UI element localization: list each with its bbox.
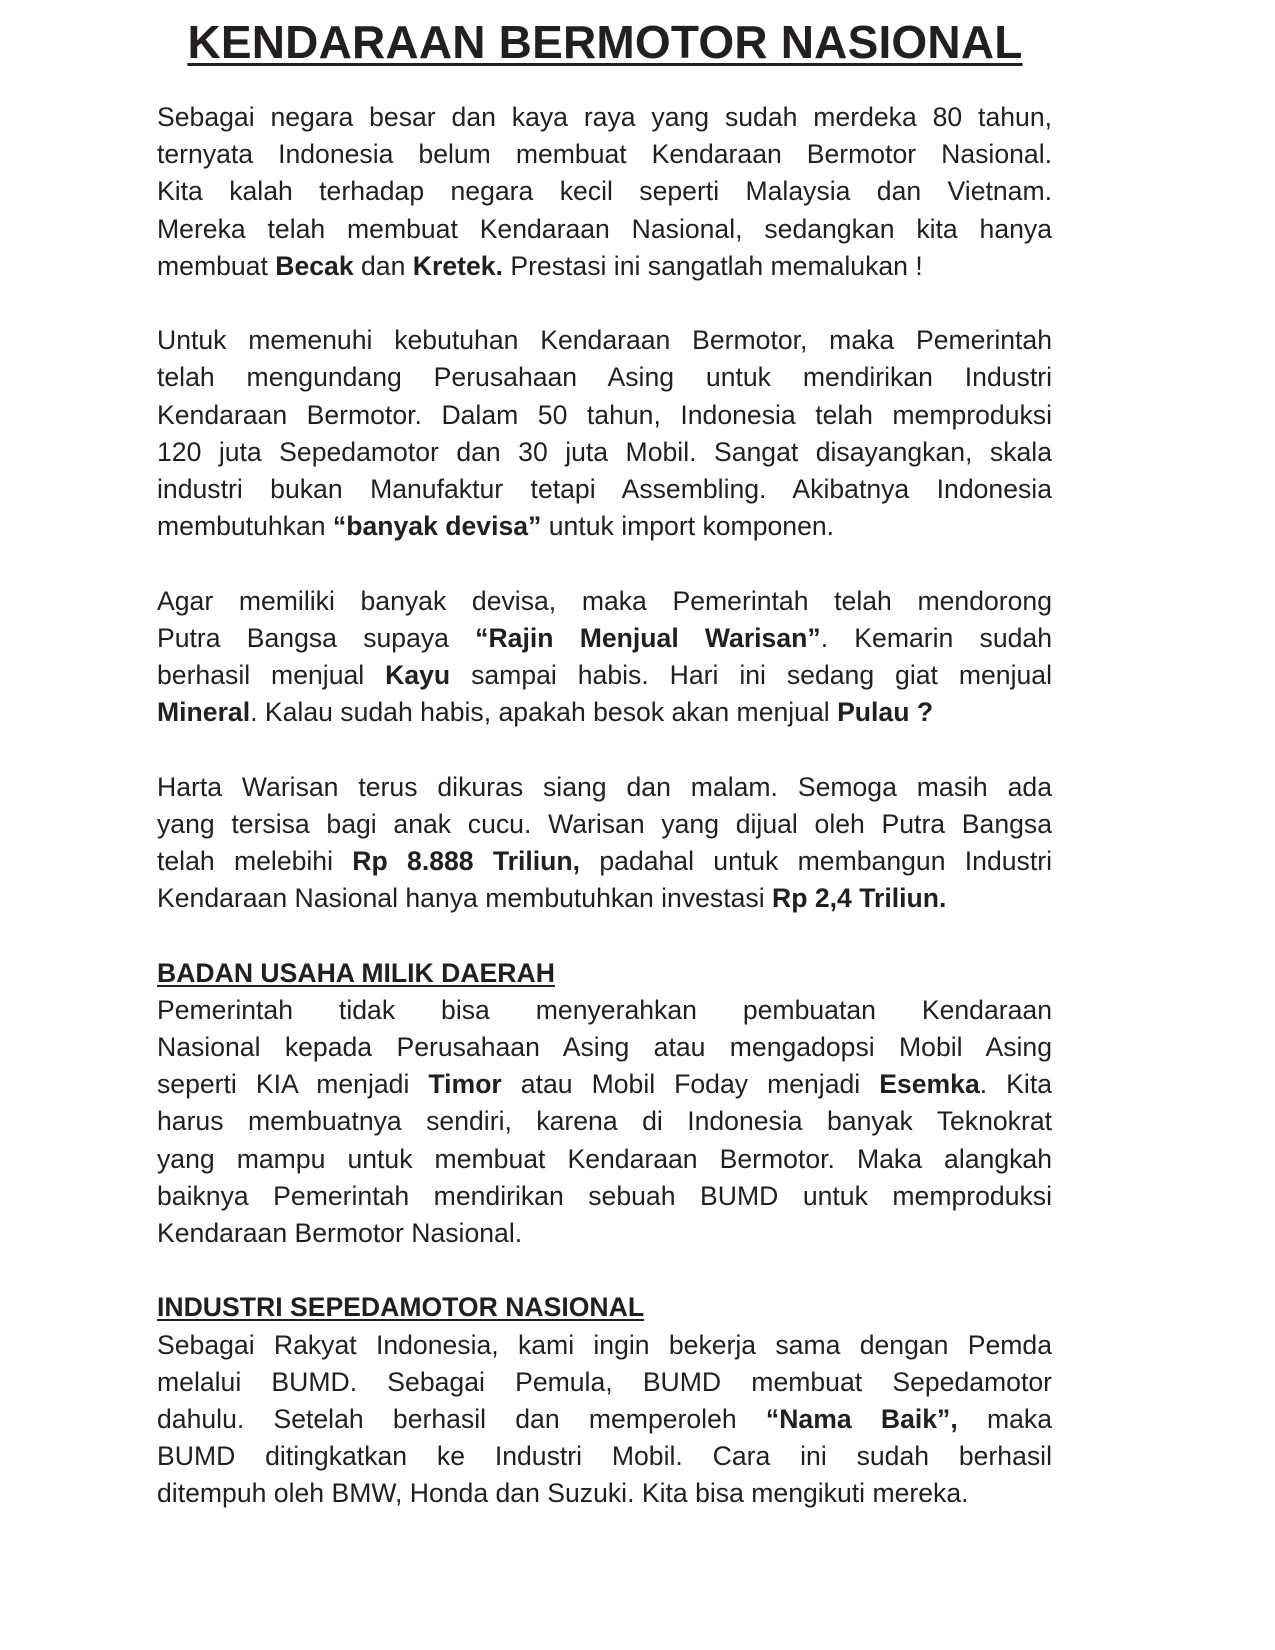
paragraph-gap [157, 917, 1052, 954]
text-run: untuk import komponen. [541, 511, 835, 542]
text-run: berhasil menjual [157, 660, 386, 691]
paragraph-gap [157, 285, 1052, 322]
section-heading: BADAN USAHA MILIK DAERAH [157, 957, 555, 988]
bold-text: Esemka [879, 1069, 980, 1100]
text-line [157, 1327, 1052, 1364]
text-line [157, 508, 1052, 545]
bold-text: “banyak devisa” [332, 511, 542, 542]
text-line [157, 843, 1052, 880]
text-run: maka [957, 1404, 1052, 1435]
bold-text: “Rajin Menjual Warisan” [475, 622, 821, 653]
bold-text: Mineral [157, 697, 251, 728]
text-run: Pemerintah tidak bisa menyerahkan pembuatan Kendaraan [157, 994, 1052, 1025]
text-run: padahal untuk membangun Industri [580, 846, 1052, 877]
text-line [157, 322, 1052, 359]
text-line [157, 806, 1052, 843]
text-run: . Kemarin sudah [820, 622, 1052, 653]
text-run: BUMD ditingkatkan ke Industri Mobil. Cara ini sudah berhasil [157, 1441, 1052, 1472]
paragraph-gap [157, 731, 1052, 768]
text-line [157, 1438, 1052, 1475]
bold-text: Becak [275, 250, 354, 281]
text-run: 120 juta Sepedamotor dan 30 juta Mobil. Sangat disayangkan, skala [157, 436, 1052, 467]
text-run: dan [353, 250, 413, 281]
text-run: sampai habis. Hari ini sedang giat menjual [450, 660, 1052, 691]
text-run: ditempuh oleh BMW, Honda dan Suzuki. Kita bisa mengikuti mereka. [157, 1478, 969, 1509]
text-line [157, 1215, 1052, 1252]
text-line [157, 1401, 1052, 1438]
text-line [157, 359, 1052, 396]
text-run: Agar memiliki banyak devisa, maka Pemerintah telah mendorong [157, 585, 1052, 616]
text-line [157, 471, 1052, 508]
text-line [157, 1103, 1052, 1140]
text-line [157, 1364, 1052, 1401]
text-line [157, 694, 1052, 731]
text-run: baiknya Pemerintah mendirikan sebuah BUMD untuk memproduksi [157, 1180, 1052, 1211]
bold-text: Kayu [385, 660, 451, 691]
text-run: Nasional kepada Perusahaan Asing atau mengadopsi Mobil Asing [157, 1032, 1052, 1063]
text-line [157, 136, 1052, 173]
text-run: yang tersisa bagi anak cucu. Warisan yang dijual oleh Putra Bangsa [157, 808, 1052, 839]
text-line [157, 769, 1052, 806]
text-run: industri bukan Manufaktur tetapi Assembling. Akibatnya Indonesia [157, 474, 1052, 505]
text-run: Kendaraan Nasional hanya membutuhkan investasi [157, 883, 772, 914]
text-run: telah mengundang Perusahaan Asing untuk mendirikan Industri [157, 362, 1052, 393]
text-run: seperti KIA menjadi [157, 1069, 429, 1100]
paragraph-gap [157, 1252, 1052, 1289]
text-run: atau Mobil Foday menjadi [501, 1069, 880, 1100]
text-run: ternyata Indonesia belum membuat Kendaraan Bermotor Nasional. [157, 139, 1052, 170]
text-line [157, 583, 1052, 620]
paragraph [157, 583, 1052, 732]
paragraph-gap [157, 545, 1052, 582]
bold-text: Kretek. [412, 250, 503, 281]
text-line [157, 397, 1052, 434]
bold-text: Rp 8.888 Triliun, [352, 846, 581, 877]
text-run: Kita kalah terhadap negara kecil seperti Malaysia dan Vietnam. [157, 176, 1052, 207]
section-heading: INDUSTRI SEPEDAMOTOR NASIONAL [157, 1292, 645, 1323]
paragraph [157, 1289, 1052, 1512]
text-run: . Kita [979, 1069, 1052, 1100]
text-run: membutuhkan [157, 511, 333, 542]
text-run: Prestasi ini sangatlah memalukan ! [502, 250, 923, 281]
text-run: Putra Bangsa supaya [157, 622, 476, 653]
bold-text: Pulau ? [837, 697, 934, 728]
bold-text: “Nama Baik”, [765, 1404, 958, 1435]
text-run: Sebagai Rakyat Indonesia, kami ingin bekerja sama dengan Pemda [157, 1329, 1052, 1360]
text-run: Kendaraan Bermotor. Dalam 50 tahun, Indonesia telah memproduksi [157, 399, 1052, 430]
text-run: Untuk memenuhi kebutuhan Kendaraan Bermotor, maka Pemerintah [157, 325, 1052, 356]
text-run: yang mampu untuk membuat Kendaraan Bermotor. Maka alangkah [157, 1143, 1052, 1174]
paragraph [157, 99, 1052, 285]
text-run: melalui BUMD. Sebagai Pemula, BUMD membuat Sepedamotor [157, 1366, 1052, 1397]
text-line [157, 211, 1052, 248]
text-run: harus membuatnya sendiri, karena di Indonesia banyak Teknokrat [157, 1106, 1052, 1137]
text-run: Mereka telah membuat Kendaraan Nasional, sedangkan kita hanya [157, 213, 1052, 244]
text-line [157, 620, 1052, 657]
text-line [157, 1066, 1052, 1103]
text-line [157, 434, 1052, 471]
text-line [157, 173, 1052, 210]
text-line [157, 1141, 1052, 1178]
text-run: Harta Warisan terus dikuras siang dan malam. Semoga masih ada [157, 771, 1052, 802]
text-line [157, 657, 1052, 694]
text-run: telah melebihi [157, 846, 353, 877]
text-line [157, 880, 1052, 917]
text-line [157, 248, 1052, 285]
document-body [157, 99, 1052, 1513]
paragraph [157, 322, 1052, 545]
text-line [157, 1475, 1052, 1512]
text-run: Sebagai negara besar dan kaya raya yang sudah merdeka 80 tahun, [157, 102, 1052, 132]
text-run: . Kalau sudah habis, apakah besok akan menjual [250, 697, 838, 728]
text-line [157, 992, 1052, 1029]
paragraph [157, 955, 1052, 1253]
paragraph [157, 769, 1052, 918]
bold-text: Timor [428, 1069, 502, 1100]
text-run: dahulu. Setelah berhasil dan memperoleh [157, 1404, 766, 1435]
document-title-text: KENDARAAN BERMOTOR NASIONAL [187, 16, 1023, 68]
bold-text: Rp 2,4 Triliun. [772, 883, 947, 914]
text-run: Kendaraan Bermotor Nasional. [157, 1218, 523, 1249]
document-title [0, 14, 1210, 70]
text-run: membuat [157, 250, 276, 281]
text-line [157, 1029, 1052, 1066]
text-line [157, 99, 1052, 136]
text-line [157, 1178, 1052, 1215]
